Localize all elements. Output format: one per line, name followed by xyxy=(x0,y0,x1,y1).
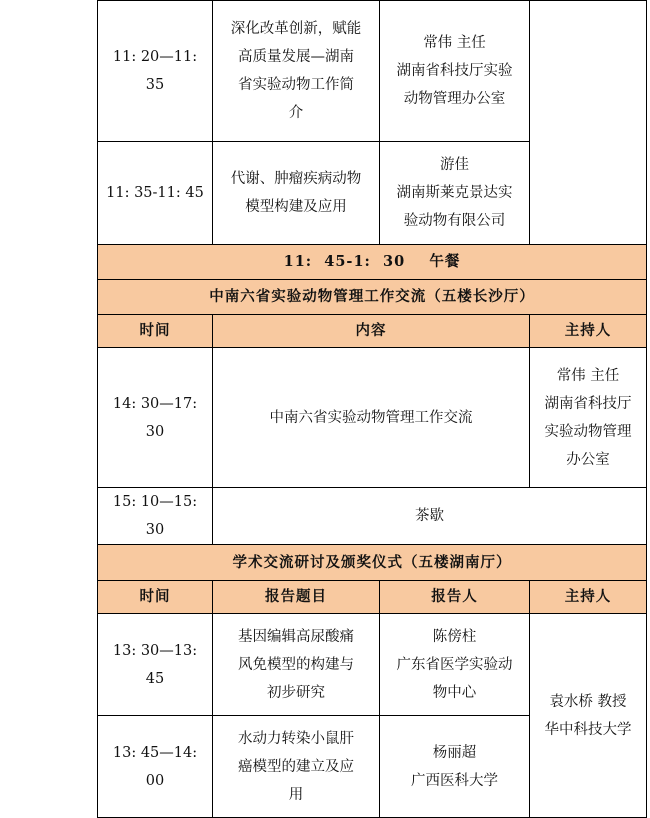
header-time: 时间 xyxy=(98,315,213,348)
speaker-line: 验动物有限公司 xyxy=(403,213,506,229)
time-cell: 14: 30—17: 30 xyxy=(98,348,213,488)
speaker-line: 湖南省科技厅实验 xyxy=(396,63,513,79)
header-speaker: 报告人 xyxy=(380,581,530,614)
time-cell: 15: 10—15: 30 xyxy=(98,488,213,545)
speaker-line: 物中心 xyxy=(432,684,477,701)
speaker-cell xyxy=(380,142,530,245)
topic-line: 省实验动物工作简 xyxy=(238,77,354,93)
table-row xyxy=(98,348,647,488)
host-line: 湖南省科技厅 xyxy=(544,395,632,412)
section-title-row xyxy=(98,280,647,315)
section-title: 中南六省实验动物管理工作交流（五楼长沙厅） xyxy=(98,280,647,315)
speaker-line: 杨丽超 xyxy=(432,744,477,761)
host-line: 袁水桥 教授 xyxy=(549,693,627,710)
header-topic: 报告题目 xyxy=(213,581,380,614)
speaker-line: 广东省医学实验动 xyxy=(396,656,513,673)
speaker-cell xyxy=(380,614,530,716)
header-row xyxy=(98,315,647,348)
host-line: 华中科技大学 xyxy=(544,721,632,738)
schedule-table xyxy=(97,0,647,818)
header-row xyxy=(98,581,647,614)
section-title: 学术交流研讨及颁奖仪式（五楼湖南厅） xyxy=(98,545,647,581)
topic-cell xyxy=(213,716,380,818)
content-cell: 中南六省实验动物管理工作交流 xyxy=(213,348,530,488)
header-host: 主持人 xyxy=(530,315,647,348)
table-row xyxy=(98,1,647,142)
table-row xyxy=(98,488,647,545)
header-host: 主持人 xyxy=(530,581,647,614)
section-title-row xyxy=(98,545,647,581)
speaker-line: 常伟 主任 xyxy=(423,35,486,51)
table-row xyxy=(98,614,647,716)
topic-line: 用 xyxy=(288,786,304,803)
topic-line: 代谢、肿瘤疾病动物 xyxy=(230,171,362,187)
host-cell xyxy=(530,1,647,245)
speaker-cell xyxy=(380,1,530,142)
topic-line: 风免模型的构建与 xyxy=(238,656,354,673)
content-cell: 茶歇 xyxy=(213,488,647,545)
header-time: 时间 xyxy=(98,581,213,614)
topic-cell xyxy=(213,1,380,142)
speaker-line: 广西医科大学 xyxy=(411,772,498,789)
topic-line: 基因编辑高尿酸痛 xyxy=(238,628,354,645)
speaker-line: 动物管理办公室 xyxy=(403,91,506,107)
time-cell: 13: 30—13: 45 xyxy=(98,614,213,716)
host-line: 常伟 主任 xyxy=(556,367,620,384)
topic-line: 初步研究 xyxy=(267,684,325,701)
host-cell xyxy=(530,348,647,488)
header-content: 内容 xyxy=(213,315,530,348)
topic-line: 水动力转染小鼠肝 xyxy=(238,730,354,747)
topic-line: 深化改革创新，赋能 xyxy=(230,21,362,37)
topic-line: 高质量发展—湖南 xyxy=(238,49,354,65)
time-cell: 13: 45—14: 00 xyxy=(98,716,213,818)
host-line: 实验动物管理 xyxy=(544,423,632,440)
time-cell: 11: 35-11: 45 xyxy=(98,142,213,245)
topic-cell xyxy=(213,614,380,716)
host-cell xyxy=(530,614,647,818)
speaker-cell xyxy=(380,716,530,818)
topic-line: 介 xyxy=(288,105,304,121)
speaker-line: 陈傍柱 xyxy=(432,628,477,645)
speaker-line: 湖南斯莱克景达实 xyxy=(396,185,513,201)
host-line: 办公室 xyxy=(566,451,610,468)
lunch-row xyxy=(98,245,647,280)
speaker-line: 游佳 xyxy=(440,157,469,173)
lunch-band: 11: 45-1: 30 午餐 xyxy=(98,245,647,280)
topic-line: 癌模型的建立及应 xyxy=(238,758,354,775)
topic-cell xyxy=(213,142,380,245)
topic-line: 模型构建及应用 xyxy=(245,199,347,215)
time-cell: 11: 20—11: 35 xyxy=(98,1,213,142)
